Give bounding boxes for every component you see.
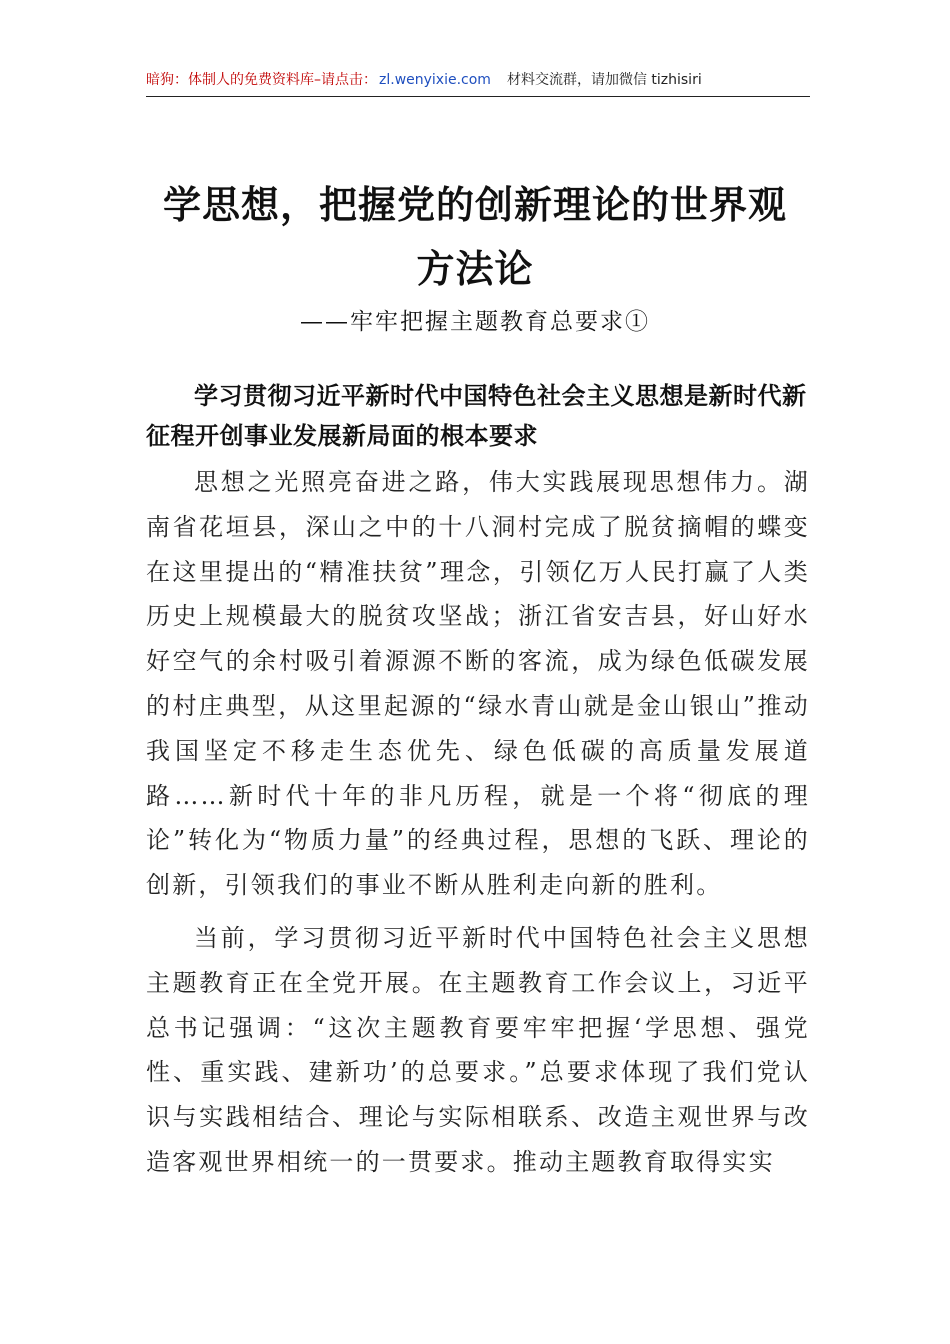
- document-title: 学思想，把握党的创新理论的世界观方法论: [162, 182, 787, 292]
- header-brand: 暗狗：体制人的免费资料库: [146, 72, 314, 88]
- header-prompt: –请点击：: [314, 72, 377, 88]
- page-header: [146, 68, 810, 97]
- header-url-link[interactable]: zl.wenyixie.com: [379, 72, 491, 88]
- body-paragraph: 思想之光照亮奋进之路，伟大实践展现思想伟力。湖南省花垣县，深山之中的十八洞村完成了脱贫摘帽的蝶变在这里提出的“精准扶贫”理念，引领亿万人民打赢了人类历史上规模最大的脱贫攻坚战；浙江省安吉县，好山好水好空气的余村吸引着源源不断的客流，成为绿色低碳发展的村庄典型，从这里起源的“绿水青山就是金山银山”推动我国坚定不移走生态优先、绿色低碳的高质量发展道路……新时代十年的非凡历程，就是一个将“彻底的理论”转化为“物质力量”的经典过程，思想的飞跃、理论的创新，引领我们的事业不断从胜利走向新的胜利。: [146, 468, 810, 900]
- body-paragraph: 当前，学习贯彻习近平新时代中国特色社会主义思想主题教育正在全党开展。在主题教育工作会议上，习近平总书记强调：“这次主题教育要牢牢把握‘学思想、强党性、重实践、建新功’的总要求。”总要求体现了我们党认识与实践相结合、理论与实际相联系、改造主观世界与改造客观世界相统一的一贯要求。推动主题教育取得实实: [146, 923, 810, 1176]
- document-subtitle: ——牢牢把握主题教育总要求①: [300, 309, 650, 335]
- document-body: [146, 376, 810, 1185]
- header-contact: 材料交流群，请加微信 tizhisiri: [506, 72, 702, 88]
- section-heading: 学习贯彻习近平新时代中国特色社会主义思想是新时代新征程开创事业发展新局面的根本要求: [146, 382, 807, 450]
